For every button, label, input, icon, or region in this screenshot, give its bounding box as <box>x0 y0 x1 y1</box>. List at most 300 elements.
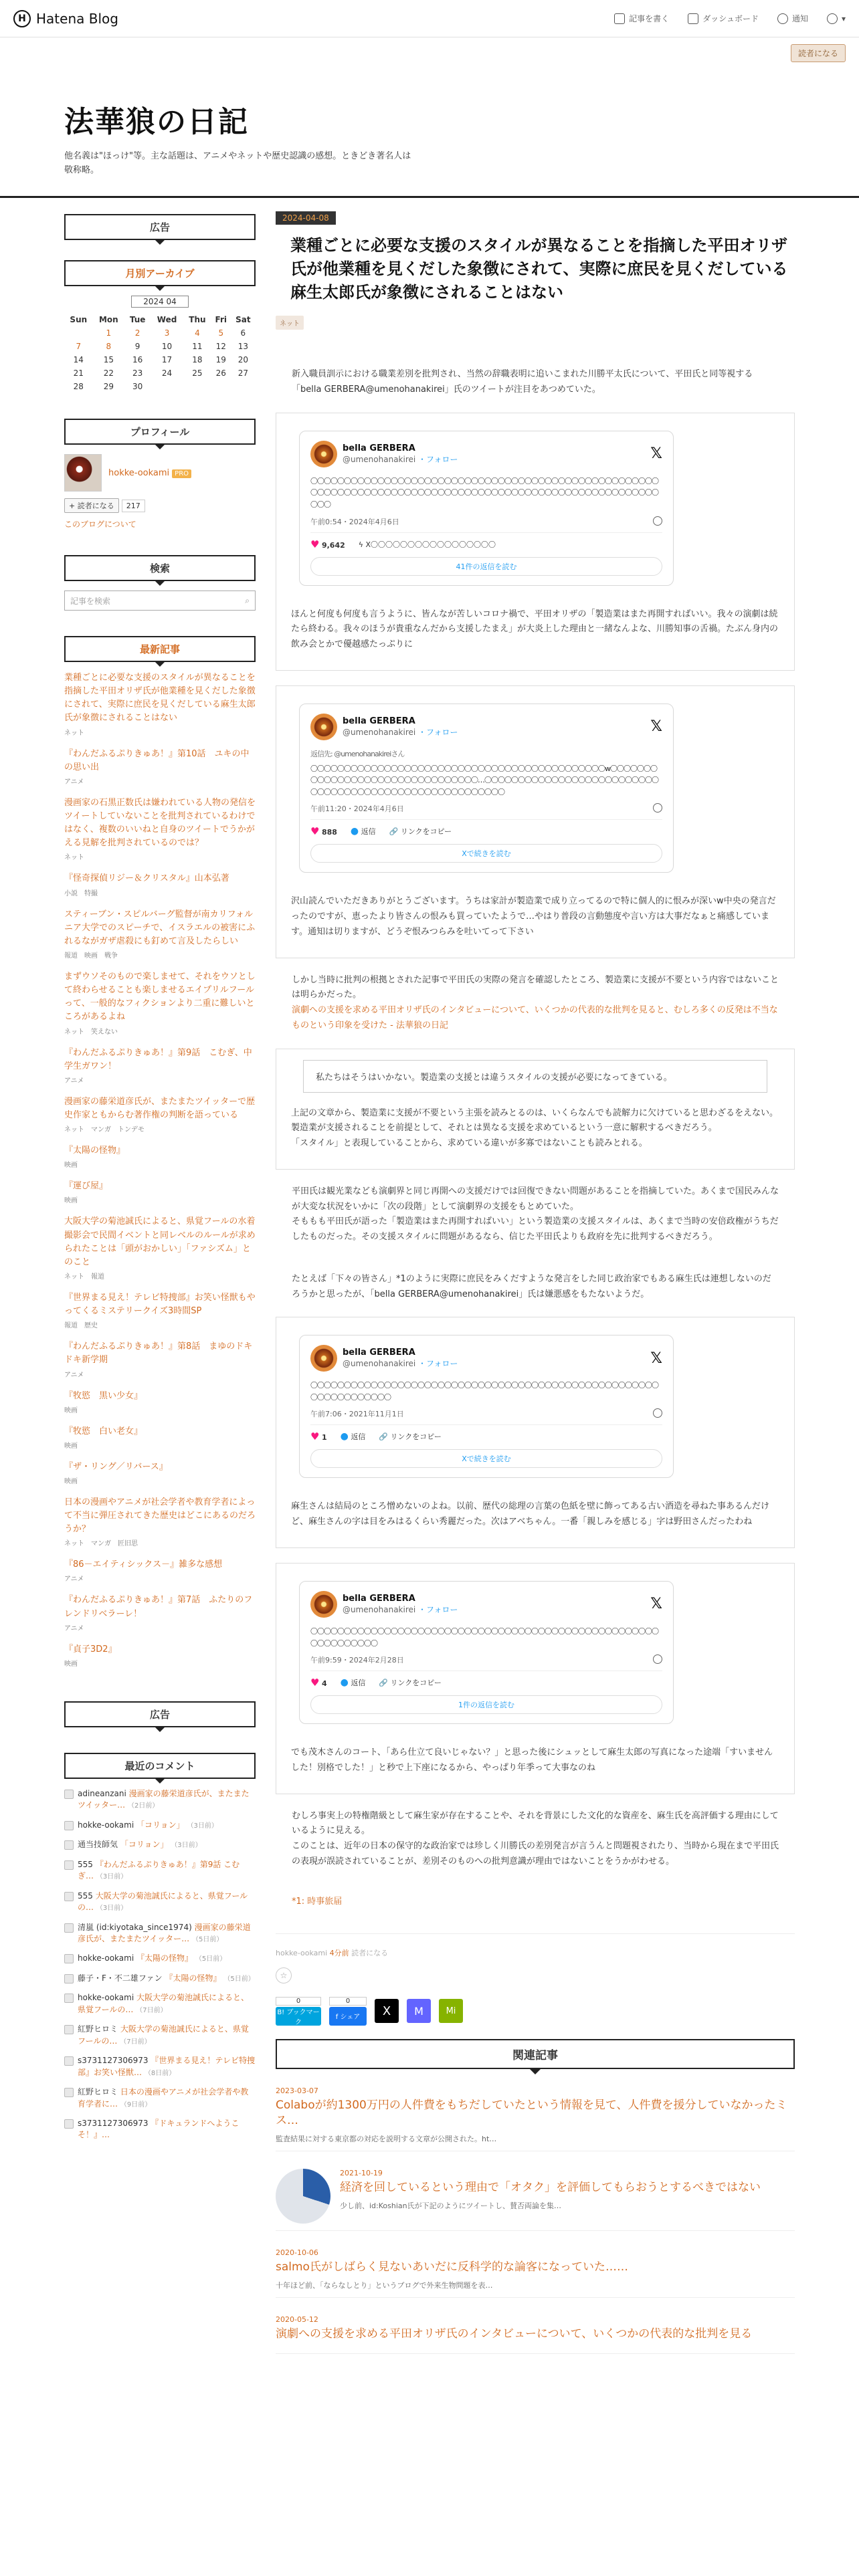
recent-entry-category[interactable]: 映画 <box>64 1660 78 1668</box>
paragraph-4: 平田氏は観光業なども演劇界と同じ再開への支援だけでは回復できない問題があることを指摘していた。あくまで国民みんなが大変な状況をいかに「次の段階」として演劇界の支援をもとめていた。 そももも平田氏が語った「製造業はまた再開すればいい」という製造業の支援スタイルは、あくまで当時の安倍政権がうちだしたものだった。その支援スタイルに問題があるなら、信じた平田氏よりも政府を先に批判するべきだろう。 <box>292 1186 779 1243</box>
tweet-follow[interactable]: ・フォロー <box>418 454 458 464</box>
dashboard-icon <box>688 13 698 24</box>
tweet-name[interactable]: bella GERBERA <box>343 1348 415 1358</box>
reply-icon: ● <box>340 1431 349 1442</box>
list-item <box>64 1215 256 1281</box>
like-button[interactable] <box>310 538 345 550</box>
commenter-name[interactable]: hokke-ookami <box>78 1993 134 2003</box>
commenter-name[interactable]: 藤子・F・不二雄ファン <box>78 1973 163 1983</box>
facebook-share-button[interactable] <box>329 1997 367 2026</box>
comment-time: （3日前） <box>96 1905 128 1913</box>
recent-entry-link[interactable]: 『ザ・リング／リバース』 <box>64 1461 168 1472</box>
related-heading: 関連記事 <box>276 2039 795 2069</box>
quote-4 <box>276 1317 795 1548</box>
copy-link-button[interactable] <box>389 826 452 837</box>
user-menu-button[interactable] <box>827 13 846 24</box>
reply-text: 返信 <box>351 1432 366 1442</box>
recent-entry-category[interactable]: ネット マンガ 匠旧思 <box>64 1540 138 1548</box>
ad-heading: 広告 <box>64 214 256 240</box>
recent-entry-category[interactable]: 小説 特撮 <box>64 889 98 897</box>
recent-entry-link[interactable]: 『86－エイティシックス－』雑多な感想 <box>64 1560 223 1570</box>
reply-button[interactable] <box>341 1677 366 1688</box>
comment-list <box>64 1788 256 2141</box>
reply-text: 返信 <box>361 827 376 837</box>
related-entry[interactable] <box>276 2248 795 2298</box>
commenter-icon <box>64 1994 74 2003</box>
comment-time: （7日前） <box>120 2038 151 2046</box>
related-snippet: 少し前、id:Koshian氏が下記のようにツイートし、賛否両論を集… <box>340 2202 562 2211</box>
tweet-avatar[interactable] <box>310 1591 337 1618</box>
recent-entry-category[interactable]: 映画 <box>64 1162 78 1170</box>
profile-module <box>64 419 256 530</box>
mastodon-icon: M <box>414 2004 423 2018</box>
list-item <box>64 1291 256 1329</box>
related-title[interactable]: 経済を回しているという理由で「オタク」を評価してもらおうとするべきではない <box>340 2181 761 2195</box>
comment-entry-link[interactable]: 『太陽の怪物』 <box>165 1973 221 1983</box>
related-date[interactable]: 2020-10-06 <box>276 2248 318 2258</box>
pencil-icon <box>614 13 625 24</box>
info-icon[interactable] <box>653 516 662 526</box>
recent-entry-category[interactable]: 報道 映画 戦争 <box>64 952 118 960</box>
top-bar <box>0 0 859 37</box>
info-icon[interactable] <box>653 1408 662 1418</box>
plus-icon: + <box>69 502 78 510</box>
recent-entry-link[interactable]: 『わんだふるぷりきゅあ！』第10話 ユキの中の思い出 <box>64 748 250 772</box>
reply-text: 返信 <box>351 1679 366 1688</box>
commenter-icon <box>64 2025 74 2034</box>
commenter-icon <box>64 2119 74 2129</box>
follow-button[interactable] <box>64 498 119 513</box>
comment-entry-link[interactable]: 日本の漫画やアニメが社会学者や教育学者に… <box>78 2087 249 2109</box>
blog-title[interactable]: 法華狼の日記 <box>64 105 249 139</box>
star-icon: ☆ <box>280 1970 288 1980</box>
commenter-icon <box>64 1892 74 1901</box>
recent-list <box>64 671 256 1668</box>
comment-entry-link[interactable]: 大阪大学の菊池誠氏によると、県覚フールの… <box>78 1891 248 1913</box>
comment-item <box>64 2024 256 2047</box>
recent-entry-category[interactable]: 報道 歴史 <box>64 1322 98 1330</box>
calendar-day[interactable]: 5 <box>218 328 224 338</box>
recent-entry-link[interactable]: 『太陽の怪物』 <box>64 1146 126 1156</box>
comment-item <box>64 2086 256 2110</box>
x-logo-icon[interactable]: 𝕏 <box>650 718 662 736</box>
tweet-time[interactable]: 午前0:54・2024年4月6日 <box>310 517 399 526</box>
related-snippet: 十年ほど前、「ならなしとり」というブログで外来生物問題を表… <box>276 2281 493 2290</box>
recent-entry-category[interactable]: 映画 <box>64 1406 78 1414</box>
related-entry[interactable] <box>276 2169 795 2231</box>
comment-entry-link[interactable]: 「コリョン」 <box>120 1840 169 1850</box>
paragraph-3: 上記の文章から、製造業に支援が不要という主張を読みとるのは、いくらなんでも読解力に欠けていると思わざるをえない。 製造業が支援されることを前提として、それとは異なる支援を求めているという一意に解釈するべきだろう。 「スタイル」と表現していることから、求めている違いが多寡ではないことも読みとれる。 <box>291 1107 779 1149</box>
comment-entry-link[interactable]: 『太陽の怪物』 <box>136 1953 193 1963</box>
related-title[interactable]: 演劇への支援を求める平田オリザ氏のインタビューについて、いくつかの代表的な批判を見る <box>276 2327 753 2341</box>
list-item <box>64 872 256 897</box>
commenter-name[interactable]: 通当技師気 <box>78 1840 118 1850</box>
recent-entry-link[interactable]: 『世界まる見え！テレビ特捜部』お笑い怪獣もやってくるミステリークイズ3時間SP <box>64 1292 256 1317</box>
quote-2 <box>276 685 795 958</box>
recent-entry-link[interactable]: 『わんだふるぷりきゅあ！』第9話 こむぎ、中学生ガワン！ <box>64 1047 252 1071</box>
avatar[interactable] <box>64 454 102 492</box>
tweet-card-3[interactable] <box>299 1335 674 1478</box>
recent-entry-link[interactable]: 『貞子3D2』 <box>64 1644 117 1654</box>
calendar-day[interactable]: 3 <box>164 328 170 338</box>
dashboard-button[interactable] <box>688 13 759 24</box>
comment-time: （3日前） <box>187 1822 218 1830</box>
list-item <box>64 796 256 862</box>
recent-entry-category[interactable]: ネット 報道 <box>64 1273 104 1281</box>
recent-entry-link[interactable]: まずウソそのもので楽しませて、それをウソとして終わらせることも楽しませるエイプリルフールって、一般的なフィクションより二重に難しいところがあるよね <box>64 971 256 1023</box>
like-count: 888 <box>321 828 337 837</box>
x-logo-icon[interactable]: 𝕏 <box>650 1350 662 1367</box>
x-logo-icon[interactable]: 𝕏 <box>650 445 662 463</box>
article-footer <box>276 1933 795 1958</box>
calendar-day: 10 <box>161 342 173 351</box>
commenter-icon <box>64 1954 74 1963</box>
comment-entry-link[interactable]: 大阪大学の菊池誠氏によると、県覚フールの… <box>78 1993 249 2014</box>
commenter-name[interactable]: s3731127306973 <box>78 2056 149 2066</box>
misskey-share-button[interactable] <box>439 1999 463 2023</box>
paragraph-5: たとえば「下々の皆さん」*1のように実際に庶民をみくだすような発言をした同じ政治家でもある麻生氏は連想しないのだろうかと思ったが、「bella GERBERA@umenohanakirei」氏は嫌悪感をもたないようだ。 <box>292 1273 771 1299</box>
like-count: 9,642 <box>321 540 345 550</box>
related-date[interactable]: 2020-05-12 <box>276 2315 318 2325</box>
about-blog-link[interactable]: このブログについて <box>64 520 136 529</box>
comment-time: （9日前） <box>120 2101 152 2109</box>
tweet-name[interactable]: bella GERBERA <box>343 1593 415 1604</box>
like-button[interactable] <box>310 825 337 837</box>
calendar-day: 19 <box>215 355 226 364</box>
calendar-weekday: Wed <box>157 315 177 324</box>
recent-entry-category[interactable]: ネット 笑えない <box>64 1028 118 1036</box>
related-entry[interactable] <box>276 2315 795 2354</box>
list-item <box>64 748 256 786</box>
recent-entry-category[interactable]: ネット <box>64 729 84 737</box>
tweet-card-4[interactable] <box>299 1581 674 1724</box>
like-button[interactable] <box>310 1430 327 1442</box>
calendar-day[interactable]: 1 <box>106 328 112 338</box>
comment-item <box>64 1859 256 1883</box>
read-replies-button[interactable]: 1件の返信を読む <box>310 1695 662 1714</box>
comments-module <box>64 1753 256 2141</box>
mastodon-share-button[interactable] <box>407 1999 431 2023</box>
tweet-name[interactable]: bella GERBERA <box>343 443 415 453</box>
tweet-time[interactable]: 午前9:59・2024年2月28日 <box>310 1656 404 1665</box>
blog-description: 他名義は"ほっけ"等。主な話題は、アニメやネットや歴史認識の感想。ときどき著名人は敬称略。 <box>64 151 411 175</box>
calendar-day: 20 <box>237 355 248 364</box>
hatena-logo-icon: H <box>13 10 31 27</box>
recent-entry-link[interactable]: 漫画家の石黒正数氏は嫌われている人物の発信をツイートしていないことを批判されているわけではなく、複数のいいねと自身のツイートでうかがえる見解を批判されているのでは？ <box>64 797 256 849</box>
reply-icon: ● <box>350 826 359 837</box>
tweet-time[interactable]: 午前11:20・2024年4月6日 <box>310 804 404 814</box>
tweet-handle: @umenohanakirei <box>343 727 416 737</box>
footer-time[interactable]: 4分前 <box>329 1948 349 1957</box>
list-item <box>64 1461 256 1485</box>
tweet-body: 〇〇〇〇〇〇〇〇〇〇〇〇〇〇〇〇〇〇〇〇〇〇〇〇〇〇〇〇〇〇〇〇〇〇〇〇〇〇〇〇〇〇〇〇w〇〇〇〇〇〇〇〇〇〇〇〇〇〇〇〇〇〇〇〇〇〇〇〇〇〇〇〇〇〇〇〇…〇〇〇〇〇〇〇〇〇〇〇〇〇〇〇〇〇〇〇〇〇〇〇〇〇〇〇〇〇〇〇〇〇〇〇〇〇〇〇〇〇〇〇〇〇〇〇〇〇〇〇〇〇〇〇 <box>310 764 658 796</box>
commenter-icon <box>64 1790 74 1799</box>
comment-entry-link[interactable]: 『ドキュランドへようこそ！』… <box>78 2119 240 2140</box>
like-count: 4 <box>321 1679 327 1689</box>
commenter-name[interactable]: 紅野ヒロミ <box>78 2087 118 2097</box>
comment-time: （3日前） <box>96 1873 128 1881</box>
profile-name[interactable]: hokke-ookami <box>108 467 170 478</box>
calendar-day: 17 <box>161 355 173 364</box>
chevron-down-icon: ▾ <box>841 13 846 23</box>
comment-entry-link[interactable]: 大阪大学の菊池誠氏によると、県覚フールの… <box>78 2024 249 2046</box>
commenter-icon <box>64 1974 74 1983</box>
related-snippet: 監査結果に対する東京都の対応を説明する文章が公開された。ht… <box>276 2135 497 2144</box>
reader-button[interactable]: 読者になる <box>791 44 846 62</box>
search-module <box>64 555 256 611</box>
like-button[interactable] <box>310 1677 327 1689</box>
tweet-follow[interactable]: ・フォロー <box>418 1604 458 1614</box>
recent-entry-link[interactable]: 『わんだふるぷりきゅあ！』第8話 まゆのドキドキ新学期 <box>64 1341 253 1366</box>
tweet-name[interactable]: bella GERBERA <box>343 716 415 726</box>
tweet-reply-to[interactable]: 返信先: @umenohanakireiさん <box>310 749 405 758</box>
calendar-weekday: Sat <box>235 315 251 324</box>
archive-heading: 月別アーカイブ <box>64 260 256 286</box>
recent-entry-category[interactable]: ネット <box>64 854 84 862</box>
hatena-label: B! ブックマーク <box>276 2007 321 2026</box>
commenter-name[interactable]: adineanzani <box>78 1788 126 1798</box>
search-input[interactable] <box>64 591 256 611</box>
list-item <box>64 1144 256 1169</box>
quote-1 <box>276 413 795 671</box>
calendar-day[interactable]: 7 <box>76 342 82 351</box>
comment-item <box>64 1839 256 1851</box>
commenter-name[interactable]: hokke-ookami <box>78 1820 134 1830</box>
tweet-avatar[interactable] <box>310 441 337 467</box>
calendar-day: 27 <box>237 368 248 378</box>
tweet-card-1[interactable] <box>299 431 674 586</box>
logo-text: Hatena Blog <box>36 10 118 27</box>
copy-link-button[interactable] <box>379 1431 442 1442</box>
calendar-day <box>231 380 256 393</box>
tweet-time[interactable]: 午前7:06・2021年11月1日 <box>310 1410 404 1419</box>
read-replies-button[interactable]: 41件の返信を読む <box>310 557 662 576</box>
misskey-icon: Mi <box>446 2006 456 2016</box>
tweet-body: 〇〇〇〇〇〇〇〇〇〇〇〇〇〇〇〇〇〇〇〇〇〇〇〇〇〇〇〇〇〇〇〇〇〇〇〇〇〇〇〇〇〇〇〇〇〇〇〇〇〇〇〇〇〇〇〇〇〇〇〇〇〇〇〇 <box>310 1381 658 1402</box>
archive-module <box>64 260 256 393</box>
list-item <box>64 1643 256 1668</box>
footnote[interactable]: *1: 時事旅届 <box>292 1896 343 1907</box>
commenter-name[interactable]: 清嵐 (id:kiyotaka_since1974) <box>78 1922 192 1932</box>
pro-badge: PRO <box>172 469 191 478</box>
follow-label: 読者になる <box>77 502 114 510</box>
calendar-day <box>64 326 93 340</box>
star-add-button[interactable] <box>276 1967 292 1983</box>
category-tag[interactable]: ネット <box>276 316 304 330</box>
recent-entry-category[interactable]: 映画 <box>64 1197 78 1205</box>
comment-time: （5日前） <box>223 1975 255 1983</box>
comment-entry-link[interactable]: 『世界まる見え！テレビ特捜部』お笑い怪獣… <box>78 2056 256 2077</box>
archive-month-select[interactable]: 2024 04 <box>131 296 189 308</box>
hatena-count: 0 <box>276 1997 321 2006</box>
commenter-name[interactable]: 紅野ヒロミ <box>78 2024 118 2034</box>
recent-entry-link[interactable]: 『牧慾 黒い少女』 <box>64 1390 143 1401</box>
paragraph-6: むしろ事実上の特権階級として麻生家が存在することや、それを背景にした文化的な資産を、麻生氏を高評価する理由にしているように見える。 このことは、近年の日本の保守的な政治家では珍しく川勝氏の差別発言が言うんと問題視されたり、当時から現在まで平田氏の表現が誤読されていることが、差別そのものへの批判意識が理由ではないことをうかがわせる。 <box>292 1810 779 1866</box>
comment-time: （3日前） <box>171 1842 202 1850</box>
calendar-day[interactable]: 8 <box>106 342 112 351</box>
list-item <box>64 970 256 1036</box>
commenter-name[interactable]: 555 <box>78 1859 93 1869</box>
hatena-logo[interactable] <box>13 10 118 27</box>
notification-button[interactable] <box>777 13 808 24</box>
tweet-avatar[interactable] <box>310 714 337 740</box>
commenter-icon <box>64 1821 74 1830</box>
recent-entry-category[interactable]: アニメ <box>64 1624 84 1632</box>
tweet-body: 〇〇〇〇〇〇〇〇〇〇〇〇〇〇〇〇〇〇〇〇〇〇〇〇〇〇〇〇〇〇〇〇〇〇〇〇〇〇〇〇〇〇〇〇〇〇〇〇〇〇〇〇〇〇〇〇〇〇〇〇〇〇 <box>310 1626 658 1648</box>
tweet-handle: @umenohanakirei <box>343 1604 416 1614</box>
quote-text-4: でも茂木さんのコート、「あら仕立て良いじゃない？」と思った後にシュッとして麻生太郎の写真になった途端「すいませんした！別格でした！」と秒で上下座になるから、やっぱり年季って大事なのね <box>291 1747 773 1773</box>
list-item <box>64 1558 256 1583</box>
related-title[interactable]: Colaboが約1300万円の人件費をもちだしていたという情報を見て、人件費を援分していなかったミス… <box>276 2098 787 2128</box>
calendar-day[interactable]: 2 <box>134 328 140 338</box>
calendar-day: 6 <box>240 328 246 338</box>
x-share-icon: X <box>382 2004 391 2018</box>
write-button[interactable] <box>614 13 669 24</box>
x-share-button[interactable] <box>375 1999 399 2023</box>
list-item <box>64 1496 256 1547</box>
list-item <box>64 1095 256 1134</box>
heart-icon: ♥ <box>310 1430 320 1443</box>
recent-entry-link[interactable]: 大阪大学の菊池誠氏によると、県覚フールの水着撮影会で民間イベントと同レベルのルールが求められたことは「頭がおかしい」「ファシズム」とのこと <box>64 1216 256 1267</box>
read-more-button[interactable]: Xで続きを読む <box>310 844 662 863</box>
recent-entry-category[interactable]: アニメ <box>64 778 84 786</box>
list-item <box>64 1594 256 1632</box>
calendar-day <box>183 380 211 393</box>
recent-heading: 最新記事 <box>64 636 256 662</box>
comment-item <box>64 2055 256 2078</box>
comment-item <box>64 1973 256 1985</box>
recent-entry-category[interactable]: アニメ <box>64 1371 84 1379</box>
paragraph-1: 新入職員訓示における職業差別を批判され、当然の辞職表明に追いこまれた川勝平太氏について、平田氏と同等視する「bella GERBERA@umenohanakirei」氏のツイートが注目をあつめていた。 <box>292 369 753 395</box>
footer-author[interactable]: hokke-ookami <box>276 1948 328 1957</box>
recent-entry-link[interactable]: 日本の漫画やアニメが社会学者や教育学者によって不当に弾圧されてきた歴史はどこにあるのだろうか？ <box>64 1497 256 1535</box>
reply-button[interactable] <box>341 1431 366 1442</box>
dashboard-label: ダッシュボード <box>702 14 759 23</box>
related-list <box>276 2086 795 2354</box>
recent-entry-category[interactable]: アニメ <box>64 1576 84 1584</box>
list-item <box>64 1340 256 1378</box>
user-icon <box>827 13 838 24</box>
recent-entry-link[interactable]: 漫画家の藤栄道彦氏が、またまたツイッターで歴史作家ともからむ著作権の判断を語っている <box>64 1096 256 1120</box>
recent-entry-link[interactable]: 『運び屋』 <box>64 1181 108 1192</box>
comment-item <box>64 1953 256 1965</box>
link-icon: 🔗 <box>389 827 399 837</box>
calendar-day <box>211 380 231 393</box>
notification-label: 通知 <box>791 14 808 23</box>
list-item <box>64 1047 256 1085</box>
article-title[interactable]: 業種ごとに必要な支援のスタイルが異なることを指摘した平田オリザ氏が他業種を見くだした象徴にされて、実際に庶民を見くだしている麻生太郎氏が象徴にされることはない <box>290 236 788 302</box>
recent-entry-category[interactable]: 映画 <box>64 1477 78 1485</box>
calendar-day: 22 <box>103 368 114 378</box>
commenter-name[interactable]: 555 <box>78 1891 93 1901</box>
fb-count: 0 <box>329 1997 367 2006</box>
blog-header <box>0 37 859 198</box>
tweet-follow[interactable]: ・フォロー <box>418 1359 458 1369</box>
calendar-weekday: Fri <box>215 315 227 324</box>
related-thumbnail[interactable] <box>276 2169 330 2224</box>
related-title[interactable]: salmo氏がしばらく見ないあいだに反科学的な論客になっていた…… <box>276 2260 628 2274</box>
list-item <box>64 908 256 960</box>
tweet-body: 〇〇〇〇〇〇〇〇〇〇〇〇〇〇〇〇〇〇〇〇〇〇〇〇〇〇〇〇〇〇〇〇〇〇〇〇〇〇〇〇〇〇〇〇〇〇〇〇〇〇〇〇〇〇〇〇〇〇〇〇〇〇〇〇〇〇〇〇〇〇〇〇〇〇〇〇〇〇〇〇〇〇〇〇〇〇〇〇〇〇〇〇〇〇〇〇〇〇〇〇〇〇〇〇〇〇〇 <box>310 476 658 510</box>
calendar <box>64 313 256 393</box>
read-more-button[interactable]: Xで続きを読む <box>310 1449 662 1468</box>
recent-entry-link[interactable]: 業種ごとに必要な支援のスタイルが異なることを指摘した平田オリザ氏が他業種を見くだした象徴にされて、実際に庶民を見くだしている麻生太郎氏が象徴にされることはない <box>64 673 256 724</box>
info-icon[interactable] <box>653 1654 662 1664</box>
recent-module <box>64 636 256 1668</box>
calendar-day <box>151 380 183 393</box>
copy-link-button[interactable] <box>379 1677 442 1688</box>
commenter-icon <box>64 1860 74 1870</box>
sidebar <box>64 214 256 2167</box>
recent-entry-category[interactable]: ネット マンガ トンデモ <box>64 1126 145 1134</box>
commenter-name[interactable]: hokke-ookami <box>78 1953 134 1963</box>
quote-text-3: 麻生さんは結局のところ憎めないのよね。以前、歴代の総理の言葉の色紙を壁に飾ってある古い酒造を尋ねた事あるんだけど、麻生さんの字は目をみはるくらい秀麗だった。次はアベちゃん。一番「親しみを感じる」字は野田さんだったわね <box>291 1501 770 1527</box>
reply-text: X〇〇〇〇〇〇〇〇〇〇〇〇〇〇〇〇〇 <box>365 540 496 549</box>
x-logo-icon[interactable]: 𝕏 <box>650 1596 662 1613</box>
comment-time: （8日前） <box>144 2069 176 2077</box>
recent-entry-link[interactable]: スティーブン・スピルバーグ監督が南カリフォルニア大学でのスピーチで、イスラエルの被害にふれるながガザ虐殺にも釘めて言及したらしい <box>64 909 256 946</box>
fb-label: f シェア <box>329 2007 367 2026</box>
calendar-day: 30 <box>132 382 143 391</box>
recent-entry-link[interactable]: 『牧慾 白い老女』 <box>64 1426 143 1436</box>
comment-item <box>64 1992 256 2016</box>
heart-icon: ♥ <box>310 538 320 550</box>
reply-button[interactable] <box>351 826 376 837</box>
article <box>276 211 795 2354</box>
comment-entry-link[interactable]: 漫画家の藤栄道彦氏が、またまたツイッター… <box>78 1922 251 1943</box>
comment-time: （5日前） <box>192 1935 223 1943</box>
hatena-bookmark-button[interactable] <box>276 1997 321 2026</box>
footer-follow-link[interactable]: 読者になる <box>351 1948 389 1957</box>
comment-entry-link[interactable]: 「コリョン」 <box>136 1820 185 1830</box>
related-date[interactable]: 2023-03-07 <box>276 2086 318 2095</box>
related-entry[interactable] <box>276 2086 795 2152</box>
calendar-weekday: Thu <box>189 315 206 324</box>
share-buttons <box>276 1997 795 2026</box>
comment-time: （2日前） <box>128 1802 159 1810</box>
recent-entry-link[interactable]: 『わんだふるぷりきゅあ！』第7話 ふたりのフレンドリベラーレ！ <box>64 1595 253 1619</box>
recent-entry-category[interactable]: 映画 <box>64 1442 78 1450</box>
comment-entry-link[interactable]: 『わんだふるぷりきゅあ！』第9話 こむぎ… <box>78 1859 240 1881</box>
recent-entry-link[interactable]: 『怪奇探偵リジー＆クリスタル』山本弘著 <box>64 873 229 884</box>
tweet-follow[interactable]: ・フォロー <box>418 727 458 737</box>
write-label: 記事を書く <box>629 14 670 23</box>
info-icon[interactable] <box>653 803 662 813</box>
calendar-day: 21 <box>73 368 84 378</box>
comments-heading: 最近のコメント <box>64 1753 256 1779</box>
commenter-name[interactable]: s3731127306973 <box>78 2119 149 2129</box>
tweet-avatar[interactable] <box>310 1345 337 1372</box>
tweet-card-2[interactable] <box>299 704 674 873</box>
calendar-day[interactable]: 4 <box>195 328 200 338</box>
reply-icon: ● <box>340 1677 349 1689</box>
bell-icon <box>777 13 788 24</box>
list-item <box>64 1425 256 1450</box>
comment-entry-link[interactable]: 漫画家の藤栄道彦氏が、またまたツイッター… <box>78 1788 250 1810</box>
tweet-handle: @umenohanakirei <box>343 1359 416 1369</box>
commenter-icon <box>64 1923 74 1933</box>
recent-entry-category[interactable]: アニメ <box>64 1077 84 1085</box>
article-date[interactable] <box>276 211 336 225</box>
inner-quote: 私たちはそうはいかない。製造業の支援とは違うスタイルの支援が必要になってきている。 <box>303 1060 767 1093</box>
copy-text: リンクをコピー <box>390 1679 442 1688</box>
related-date[interactable]: 2021-10-19 <box>340 2169 383 2178</box>
related-inline-link[interactable]: 演劇への支援を求める平田オリザ氏のインタビューについて、いくつかの代表的な批判を見ると、むしろ多くの反発は不当なものという印象を受けた - 法華狼の日記 <box>292 1005 778 1031</box>
reply-info[interactable] <box>359 539 496 550</box>
list-item <box>64 671 256 737</box>
search-icon[interactable]: ⌕ <box>245 595 250 605</box>
calendar-day: 12 <box>215 342 226 351</box>
